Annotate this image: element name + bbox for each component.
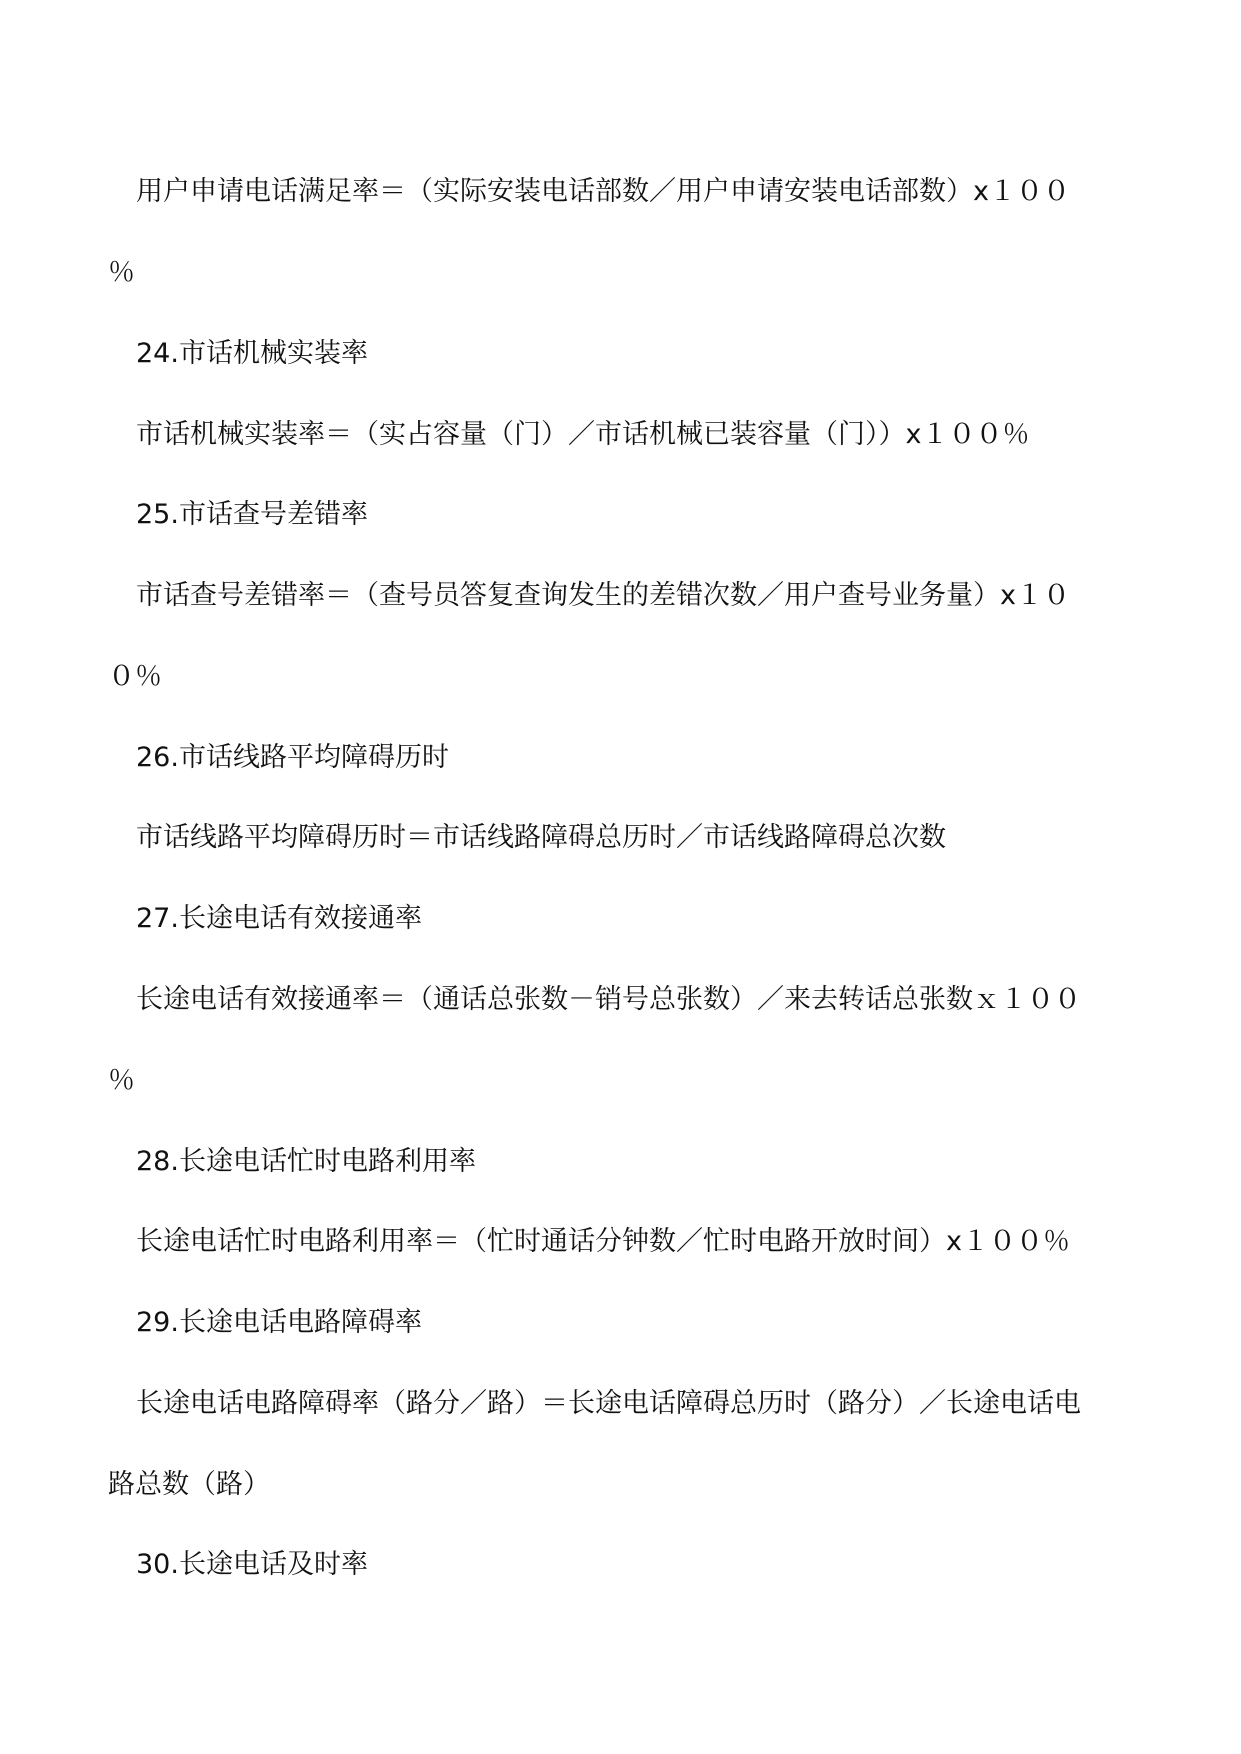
heading-24: 24.市话机械实装率 [136, 338, 368, 369]
formula-25-line2: ０％ [108, 661, 162, 692]
formula-27-line2: ％ [108, 1065, 135, 1096]
heading-28: 28.长途电话忙时电路利用率 [136, 1146, 476, 1177]
formula-24: 市话机械实装率＝（实占容量（门）／市话机械已装容量（门））x１００％ [136, 419, 1030, 450]
formula-28: 长途电话忙时电路利用率＝（忙时通话分钟数／忙时电路开放时间）x１００％ [136, 1226, 1070, 1257]
heading-29: 29.长途电话电路障碍率 [136, 1307, 422, 1338]
heading-30: 30.长途电话及时率 [136, 1549, 368, 1580]
formula-26: 市话线路平均障碍历时＝市话线路障碍总历时／市话线路障碍总次数 [136, 822, 946, 853]
formula-27-line1: 长途电话有效接通率＝（通话总张数－销号总张数）／来去转话总张数ｘ１００ [136, 984, 1081, 1015]
heading-26: 26.市话线路平均障碍历时 [136, 742, 449, 773]
heading-25: 25.市话查号差错率 [136, 499, 368, 530]
formula-subscriber-satisfaction-line2: ％ [108, 257, 135, 288]
formula-29-line1: 长途电话电路障碍率（路分／路）＝长途电话障碍总历时（路分）／长途电话电 [136, 1388, 1081, 1419]
formula-25-line1: 市话查号差错率＝（查号员答复查询发生的差错次数／用户查号业务量）x１０ [136, 580, 1070, 611]
formula-subscriber-satisfaction-line1: 用户申请电话满足率＝（实际安装电话部数／用户申请安装电话部数）x１００ [136, 176, 1070, 207]
formula-29-line2: 路总数（路） [108, 1469, 270, 1500]
heading-27: 27.长途电话有效接通率 [136, 903, 422, 934]
